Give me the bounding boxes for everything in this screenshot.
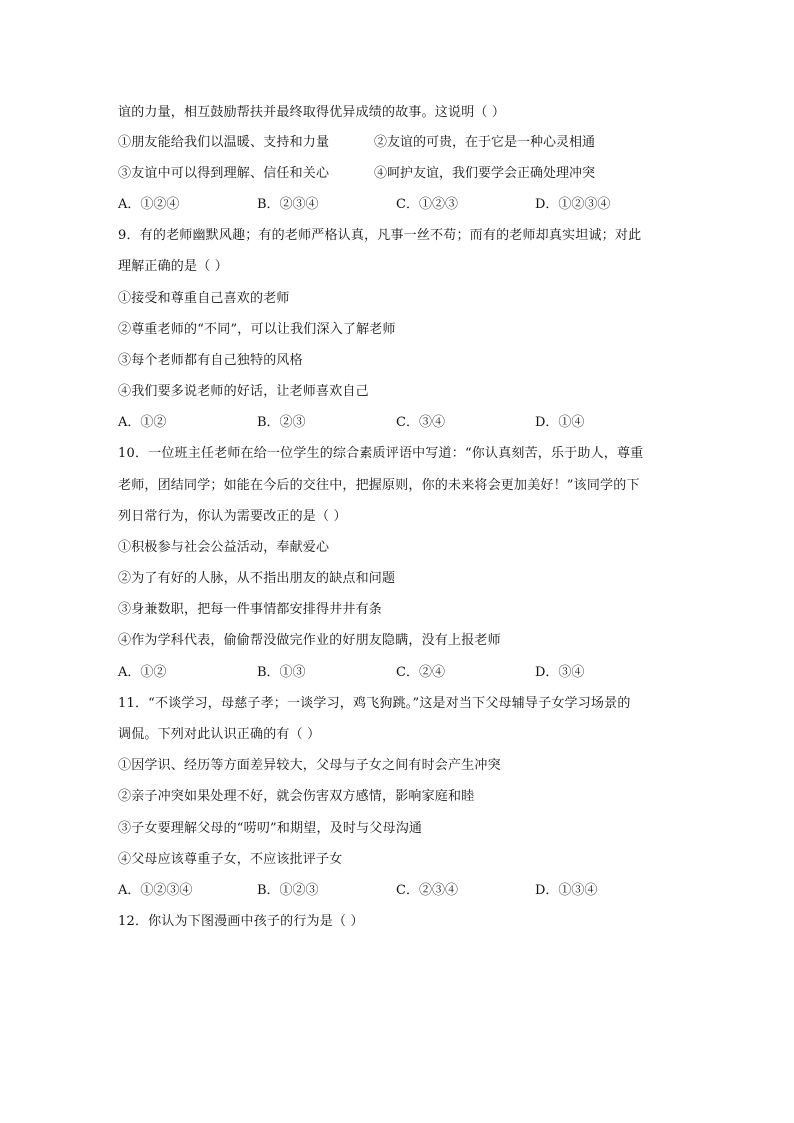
q12-stem-line-1: 12．你认为下图漫画中孩子的行为是（ ）: [118, 914, 364, 929]
q10-statement-2: ②为了有好的人脉，从不指出朋友的缺点和问题: [118, 571, 396, 586]
q10-option-b: B．①③: [257, 665, 306, 680]
q11-option-a: A．①②③④: [118, 883, 193, 898]
q11-option-d: D．①③④: [535, 883, 598, 898]
q10-statement-4: ④作为学科代表，偷偷帮没做完作业的好朋友隐瞒，没有上报老师: [118, 633, 501, 648]
q11-statement-4: ④父母应该尊重子女，不应该批评子女: [118, 852, 343, 867]
q8-option-b: B．②③④: [257, 197, 319, 212]
q11-stem-line-2: 调侃。下列对此认识正确的有（ ）: [118, 727, 321, 742]
q9-option-c: C．③④: [396, 415, 445, 430]
q9-option-a: A．①②: [118, 415, 167, 430]
q10-statement-1: ①积极参与社会公益活动，奉献爱心: [118, 540, 330, 555]
q9-statement-2: ②尊重老师的“不同”，可以让我们深入了解老师: [118, 322, 396, 337]
q11-statement-1: ①因学识、经历等方面差异较大，父母与子女之间有时会产生冲突: [118, 758, 501, 773]
q9-statement-4: ④我们要多说老师的好话，让老师喜欢自己: [118, 384, 369, 399]
q10-option-c: C．②④: [396, 665, 445, 680]
q8-stem-tail: 谊的力量，相互鼓励帮扶并最终取得优异成绩的故事。这说明（ ）: [118, 105, 506, 120]
q10-stem-line-1: 10．一位班主任老师在给一位学生的综合素质评语中写道：“你认真刻苦，乐于助人，尊重: [118, 446, 644, 461]
q9-statement-3: ③每个老师都有自己独特的风格: [118, 353, 303, 368]
q10-stem-line-3: 列日常行为，你认为需要改正的是（ ）: [118, 509, 347, 524]
q8-statement-3: ③友谊中可以得到理解、信任和关心: [118, 166, 330, 181]
q8-statement-2: ②友谊的可贵，在于它是一种心灵相通: [374, 135, 596, 150]
q9-stem-line-1: 9．有的老师幽默风趣；有的老师严格认真，凡事一丝不苟；而有的老师却真实坦诚；对此: [118, 228, 642, 243]
q9-option-b: B．②③: [257, 415, 306, 430]
q9-statement-1: ①接受和尊重自己喜欢的老师: [118, 291, 290, 306]
q8-option-d: D．①②③④: [535, 197, 611, 212]
q8-option-a: A．①②④: [118, 197, 180, 212]
q11-option-c: C．②③④: [396, 883, 458, 898]
q11-statement-2: ②亲子冲突如果处理不好，就会伤害双方感情，影响家庭和睦: [118, 789, 475, 804]
q11-option-b: B．①②③: [257, 883, 319, 898]
q9-stem-line-2: 理解正确的是（ ）: [118, 259, 228, 274]
q8-option-c: C．①②③: [396, 197, 458, 212]
q8-statement-1: ①朋友能给我们以温暖、支持和力量: [118, 135, 330, 150]
q10-stem-line-2: 老师，团结同学；如能在今后的交往中，把握原则，你的未来将会更加美好！”该同学的下: [118, 478, 640, 493]
q11-stem-line-1: 11．“不谈学习，母慈子孝；一谈学习，鸡飞狗跳。”这是对当下父母辅导子女学习场景的: [118, 696, 631, 711]
q8-statement-4: ④呵护友谊，我们要学会正确处理冲突: [374, 166, 596, 181]
q11-statement-3: ③子女要理解父母的“唠叨”和期望，及时与父母沟通: [118, 821, 423, 836]
q10-statement-3: ③身兼数职，把每一件事情都安排得井井有条: [118, 602, 383, 617]
q9-option-d: D．①④: [535, 415, 585, 430]
q10-option-d: D．③④: [535, 665, 585, 680]
q10-option-a: A．①②: [118, 665, 167, 680]
